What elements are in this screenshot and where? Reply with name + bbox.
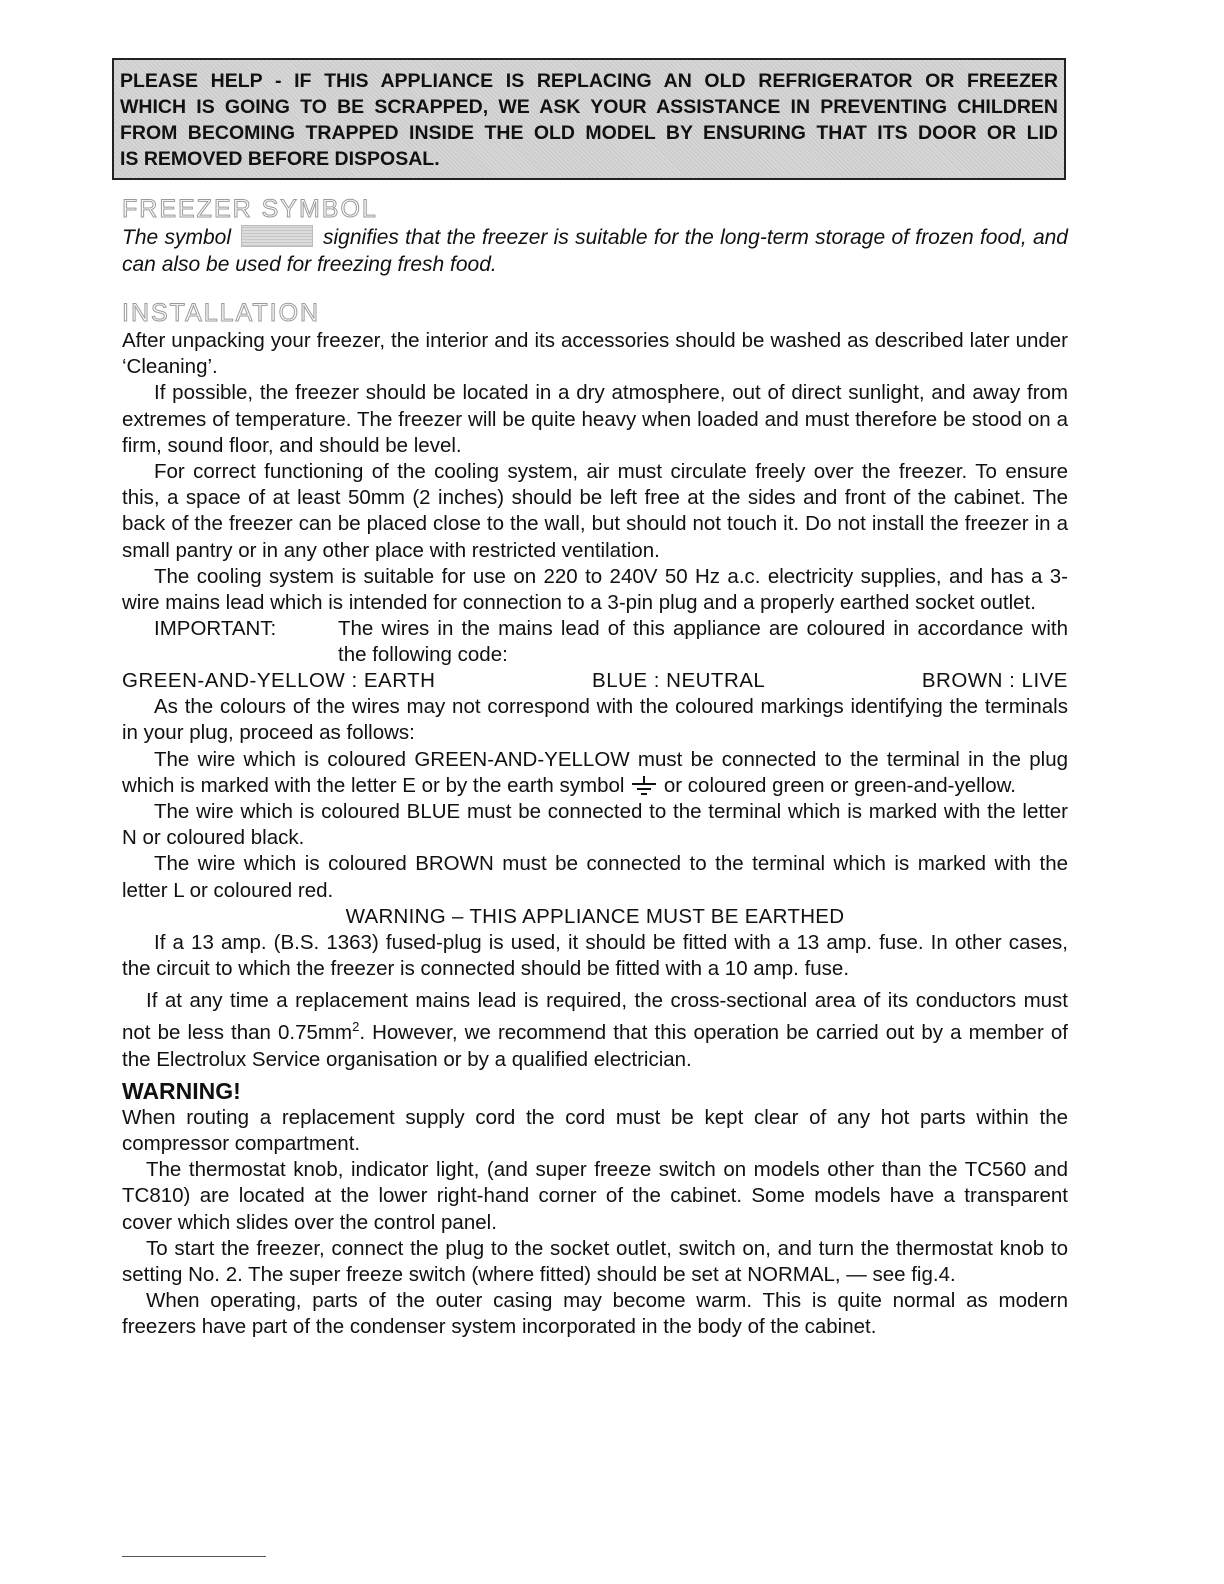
para-10-superscript: 2 <box>352 1019 360 1035</box>
notice-line-4: IS REMOVED BEFORE DISPOSAL. <box>120 148 440 170</box>
installation-para-4: The cooling system is suitable for use on 220 to 240V 50 Hz a.c. electricity supplies, and has a 3-wire mains lead which is intended for connection to a 3-pin plug and a properly earthed socket outlet. <box>122 564 1068 615</box>
freezer-symbol-icon <box>241 225 313 247</box>
installation-para-9: If a 13 amp. (B.S. 1363) fused-plug is used, it should be fitted with a 13 amp. fuse. In other cases, the circuit to which the freezer is connected should be fitted with a 10 amp. fuse. <box>122 930 1068 981</box>
installation-para-1: After unpacking your freezer, the interior and its accessories should be washed as described later under ‘Cleaning’. <box>122 329 1068 379</box>
freezer-symbol-text-before: The symbol <box>122 226 232 249</box>
para-10-before: If at any time a replacement mains lead is required, the cross-sectional area of its conductors must not be less than 0.75mm <box>122 989 1068 1045</box>
installation-para-8: The wire which is coloured BROWN must be connected to the terminal which is marked with the letter L or coloured red. <box>122 852 1068 902</box>
installation-para-12: The thermostat knob, indicator light, (and super freeze switch on models other than the TC560 and TC810) are located at the lower right-hand corner of the cabinet. Some models have a transparent cover which slides over the control panel. <box>122 1158 1068 1234</box>
important-text: The wires in the mains lead of this appliance are coloured in accordance with the following code: <box>338 617 1068 667</box>
freezer-symbol-heading: FREEZER SYMBOL <box>122 195 378 223</box>
notice-line-3: FROM BECOMING TRAPPED INSIDE THE OLD MODEL BY ENSURING THAT ITS DOOR OR LID <box>120 122 1058 144</box>
installation-para-5: As the colours of the wires may not correspond with the coloured markings identifying the terminals in your plug, proceed as follows: <box>122 695 1068 745</box>
installation-para-11: When routing a replacement supply cord the cord must be kept clear of any hot parts within the compressor compartment. <box>122 1105 1068 1155</box>
wire-colour-codes <box>122 668 1068 694</box>
code-live: BROWN : LIVE <box>921 669 1068 693</box>
freezer-symbol-text <box>122 224 1068 278</box>
freezer-symbol-text-after: signifies that the freezer is suitable for the long-term storage of frozen food, and can also be used for freezing fresh food. <box>122 226 1068 276</box>
earth-symbol-icon <box>630 776 658 796</box>
disposal-notice-box <box>112 58 1066 180</box>
warning-heading: WARNING! <box>122 1077 241 1104</box>
installation-para-14: When operating, parts of the outer casing may become warm. This is quite normal as modern freezers have part of the condenser system incorporated in the body of the cabinet. <box>122 1289 1068 1339</box>
installation-para-2: If possible, the freezer should be located in a dry atmosphere, out of direct sunlight, and away from extremes of temperature. The freezer will be quite heavy when loaded and must therefore be stood on a firm, sound floor, and should be level. <box>122 381 1068 457</box>
installation-para-6 <box>122 747 1068 799</box>
installation-para-13: To start the freezer, connect the plug to the socket outlet, switch on, and turn the thermostat knob to setting No. 2. The super freeze switch (where fitted) should be set at NORMAL, — see fig.4. <box>122 1236 1068 1286</box>
installation-para-3: For correct functioning of the cooling system, air must circulate freely over the freezer. To ensure this, a space of at least 50mm (2 inches) should be left free at the sides and front of the cabinet. The back of the freezer can be placed close to the wall, but should not touch it. Do not install the freezer in a small pantry or in any other place with restricted ventilation. <box>122 460 1068 562</box>
code-neutral: BLUE : NEUTRAL <box>592 669 766 693</box>
installation-para-10 <box>122 988 1068 1072</box>
installation-heading: INSTALLATION <box>122 299 321 327</box>
earthed-warning: WARNING – THIS APPLIANCE MUST BE EARTHED <box>345 904 845 928</box>
important-label: IMPORTANT: <box>154 617 277 641</box>
code-earth: GREEN-AND-YELLOW : EARTH <box>122 669 436 693</box>
manual-page <box>122 58 1068 1341</box>
para-10-after: . However, we recommend that this operation be carried out by a member of the Electrolux Service organisation or by a qualified electrician. <box>122 1021 1068 1071</box>
notice-line-1: PLEASE HELP - IF THIS APPLIANCE IS REPLACING AN OLD REFRIGERATOR OR FREEZER <box>120 70 1058 92</box>
important-note <box>122 616 1068 668</box>
notice-line-2: WHICH IS GOING TO BE SCRAPPED, WE ASK YOUR ASSISTANCE IN PREVENTING CHILDREN <box>120 96 1058 118</box>
footer-rule <box>122 1556 266 1557</box>
para-6-after: or coloured green or green-and-yellow. <box>663 773 1016 797</box>
para-6-before: The wire which is coloured GREEN-AND-YELLOW must be connected to the terminal in the plug which is marked with the letter E or by the earth symbol <box>122 747 1068 797</box>
installation-para-7: The wire which is coloured BLUE must be connected to the terminal which is marked with the letter N or coloured black. <box>122 800 1068 850</box>
